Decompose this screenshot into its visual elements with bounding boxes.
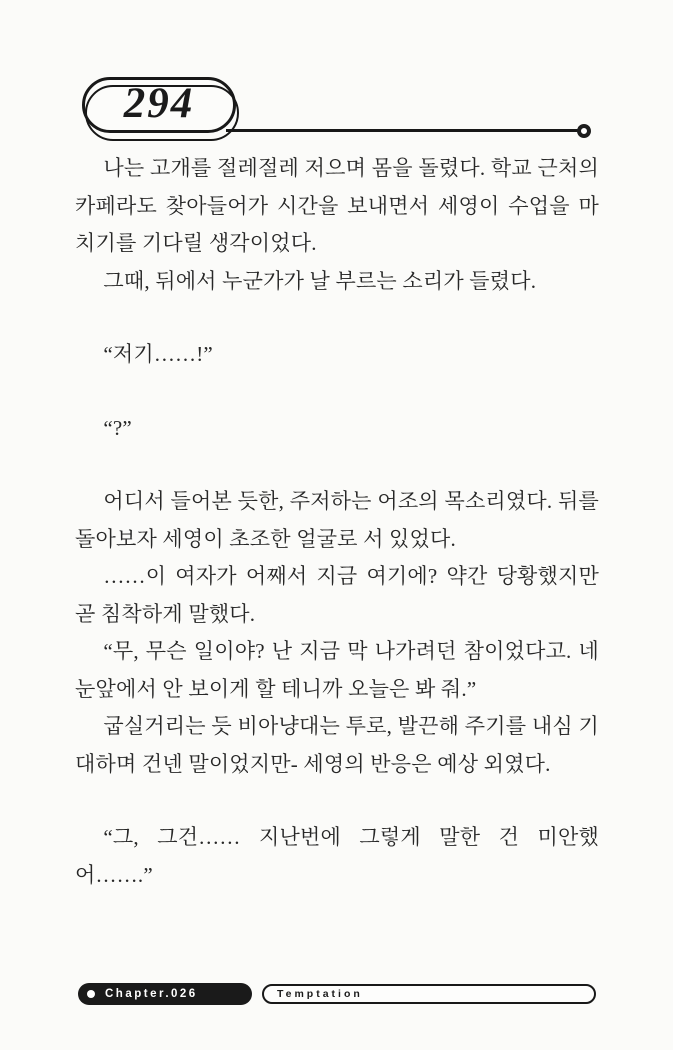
- dialogue-line: “?”: [103, 415, 132, 440]
- paragraph: 그때, 뒤에서 누군가가 날 부르는 소리가 들렸다.: [103, 268, 537, 293]
- dialogue-line: “무, 무슨 일이야? 난 지금 막 나가려던 참이었다고. 네 눈앞에서 안 보이게 할 테니까 오늘은 봐 줘.”: [75, 639, 599, 701]
- page-number-badge: [82, 77, 236, 133]
- page-number: 294: [123, 79, 195, 127]
- footer-title-pill: [262, 984, 596, 1004]
- footer-title-label: Temptation: [277, 988, 363, 1000]
- footer-bullet-dot-icon: [87, 990, 95, 998]
- header-rule-end-ring-icon: [577, 124, 591, 138]
- paragraph: 나는 고개를 절레절레 저으며 몸을 돌렸다. 학교 근처의 카페라도 찾아들어가 시간을 보내면서 세영이 수업을 마치기를 기다릴 생각이었다.: [75, 156, 599, 255]
- header-rule-line: [226, 129, 578, 132]
- footer-chapter-pill: [78, 983, 252, 1005]
- paragraph: 굽실거리는 듯 비아냥대는 투로, 발끈해 주기를 내심 기대하며 건넨 말이었지만- 세영의 반응은 예상 외였다.: [75, 714, 599, 776]
- body-text: [75, 150, 599, 894]
- dialogue-line: “저기……!”: [103, 342, 213, 366]
- paragraph: ……이 여자가 어째서 지금 여기에? 약간 당황했지만 곧 침착하게 말했다.: [75, 564, 599, 626]
- footer-chapter-label: Chapter.026: [105, 988, 198, 1000]
- dialogue-line: “그, 그건…… 지난번에 그렇게 말한 건 미안했어…….”: [75, 825, 599, 887]
- paragraph: 어디서 들어본 듯한, 주저하는 어조의 목소리였다. 뒤를 돌아보자 세영이 초조한 얼굴로 서 있었다.: [75, 489, 599, 551]
